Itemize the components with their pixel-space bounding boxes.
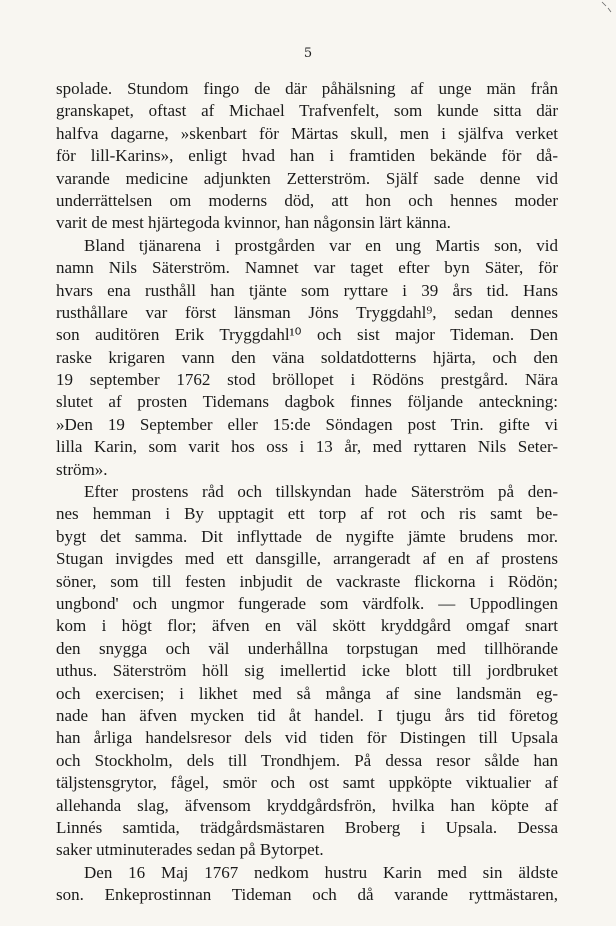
text-line: söner, som till festen inbjudit de vackraste flickorna i Rödön;	[56, 571, 558, 591]
text-line: spolade. Stundom fingo de där påhälsning af unge män från	[56, 79, 558, 98]
text-line: Efter prostens råd och tillskyndan hade Säterström på den-	[84, 482, 558, 502]
text-line: lilla Karin, som varit hos oss i 13 år, med ryttaren Nils Seter-	[56, 437, 558, 457]
text-line: »Den 19 September eller 15:de Söndagen post Trin. gifte vi	[56, 414, 558, 434]
text-line: son auditören Erik Tryggdahl¹⁰ och sist major Tideman. Den	[56, 325, 558, 345]
text-line: Stugan invigdes med ett dansgille, arrangeradt af en af prostens	[56, 549, 558, 569]
text-line: slutet af prosten Tidemans dagbok finnes följande anteckning:	[56, 392, 558, 412]
text-line: rusthållare var först länsman Jöns Tryggdahl⁹, sedan dennes	[56, 302, 558, 322]
text-line: namn Nils Säterström. Namnet var taget efter byn Säter, för	[56, 258, 558, 278]
text-line: kom i högt flor; äfven en väl skött kryddgård omgaf snart	[56, 616, 558, 636]
text-line: och Stockholm, dels till Trondhjem. På dessa resor sålde han	[56, 750, 558, 770]
text-line: för lill-Karins», enligt hvad han i framtiden bekände för då-	[56, 146, 558, 166]
text-line: allehanda slag, äfvensom kryddgårdsfrön, hvilka han köpte af	[56, 795, 558, 815]
text-line: bygt det samma. Dit inflyttade de nygifte jämte brudens mor.	[56, 526, 558, 546]
body-text	[56, 78, 558, 906]
text-line: Bland tjänarena i prostgården var en ung Martis son, vid	[84, 235, 558, 255]
page-corner-mark	[596, 0, 616, 20]
text-line: han årliga handelsresor dels vid tiden för Distingen till Upsala	[56, 728, 558, 748]
text-line: täljstensgrytor, fågel, smör och ost samt uppköpte viktualier af	[56, 773, 558, 793]
text-line: hvars ena rusthåll han tjänte som ryttare i 39 års tid. Hans	[56, 280, 558, 300]
text-line: den snygga och väl underhållna torpstugan med tillhörande	[56, 638, 558, 658]
text-line: Linnés samtida, trädgårdsmästaren Broberg i Upsala. Dessa	[56, 817, 558, 837]
text-line: uthus. Säterström höll sig imellertid icke blott till jordbruket	[56, 661, 558, 681]
text-line: 19 september 1762 stod bröllopet i Rödöns prestgård. Nära	[56, 370, 558, 390]
text-line: och exercisen; i likhet med så många af sine landsmän eg-	[56, 683, 558, 703]
text-line: son. Enkeprostinnan Tideman och då varande ryttmästaren,	[56, 885, 558, 905]
text-line: ström».	[56, 459, 108, 479]
text-line: nes hemman i By upptagit ett torp af rot och ris samt be-	[56, 504, 558, 524]
text-line: nade han äfven mycken tid åt handel. I tjugu års tid företog	[56, 705, 558, 725]
text-line: Den 16 Maj 1767 nedkom hustru Karin med sin äldste	[84, 862, 558, 882]
text-line: varit de mest hjärtegoda kvinnor, han någonsin lärt känna.	[56, 213, 451, 233]
text-line: underrättelsen om moderns död, att hon och hennes moder	[56, 190, 558, 210]
text-line: raske krigaren vann den väna soldatdotterns hjärta, och den	[56, 347, 558, 367]
text-line: varande medicine adjunkten Zetterström. Själf sade denne vid	[56, 168, 558, 188]
text-line: ungbond' och ungmor fungerade som värdfolk. — Uppodlingen	[56, 593, 558, 613]
text-line: saker utminuterades sedan på Bytorpet.	[56, 840, 324, 860]
text-line: granskapet, oftast af Michael Trafvenfelt, som kunde sitta där	[56, 101, 558, 121]
page-number: 5	[303, 46, 313, 61]
text-line: halfva dagarne, »skenbart för Märtas skull, men i själfva verket	[56, 123, 558, 143]
